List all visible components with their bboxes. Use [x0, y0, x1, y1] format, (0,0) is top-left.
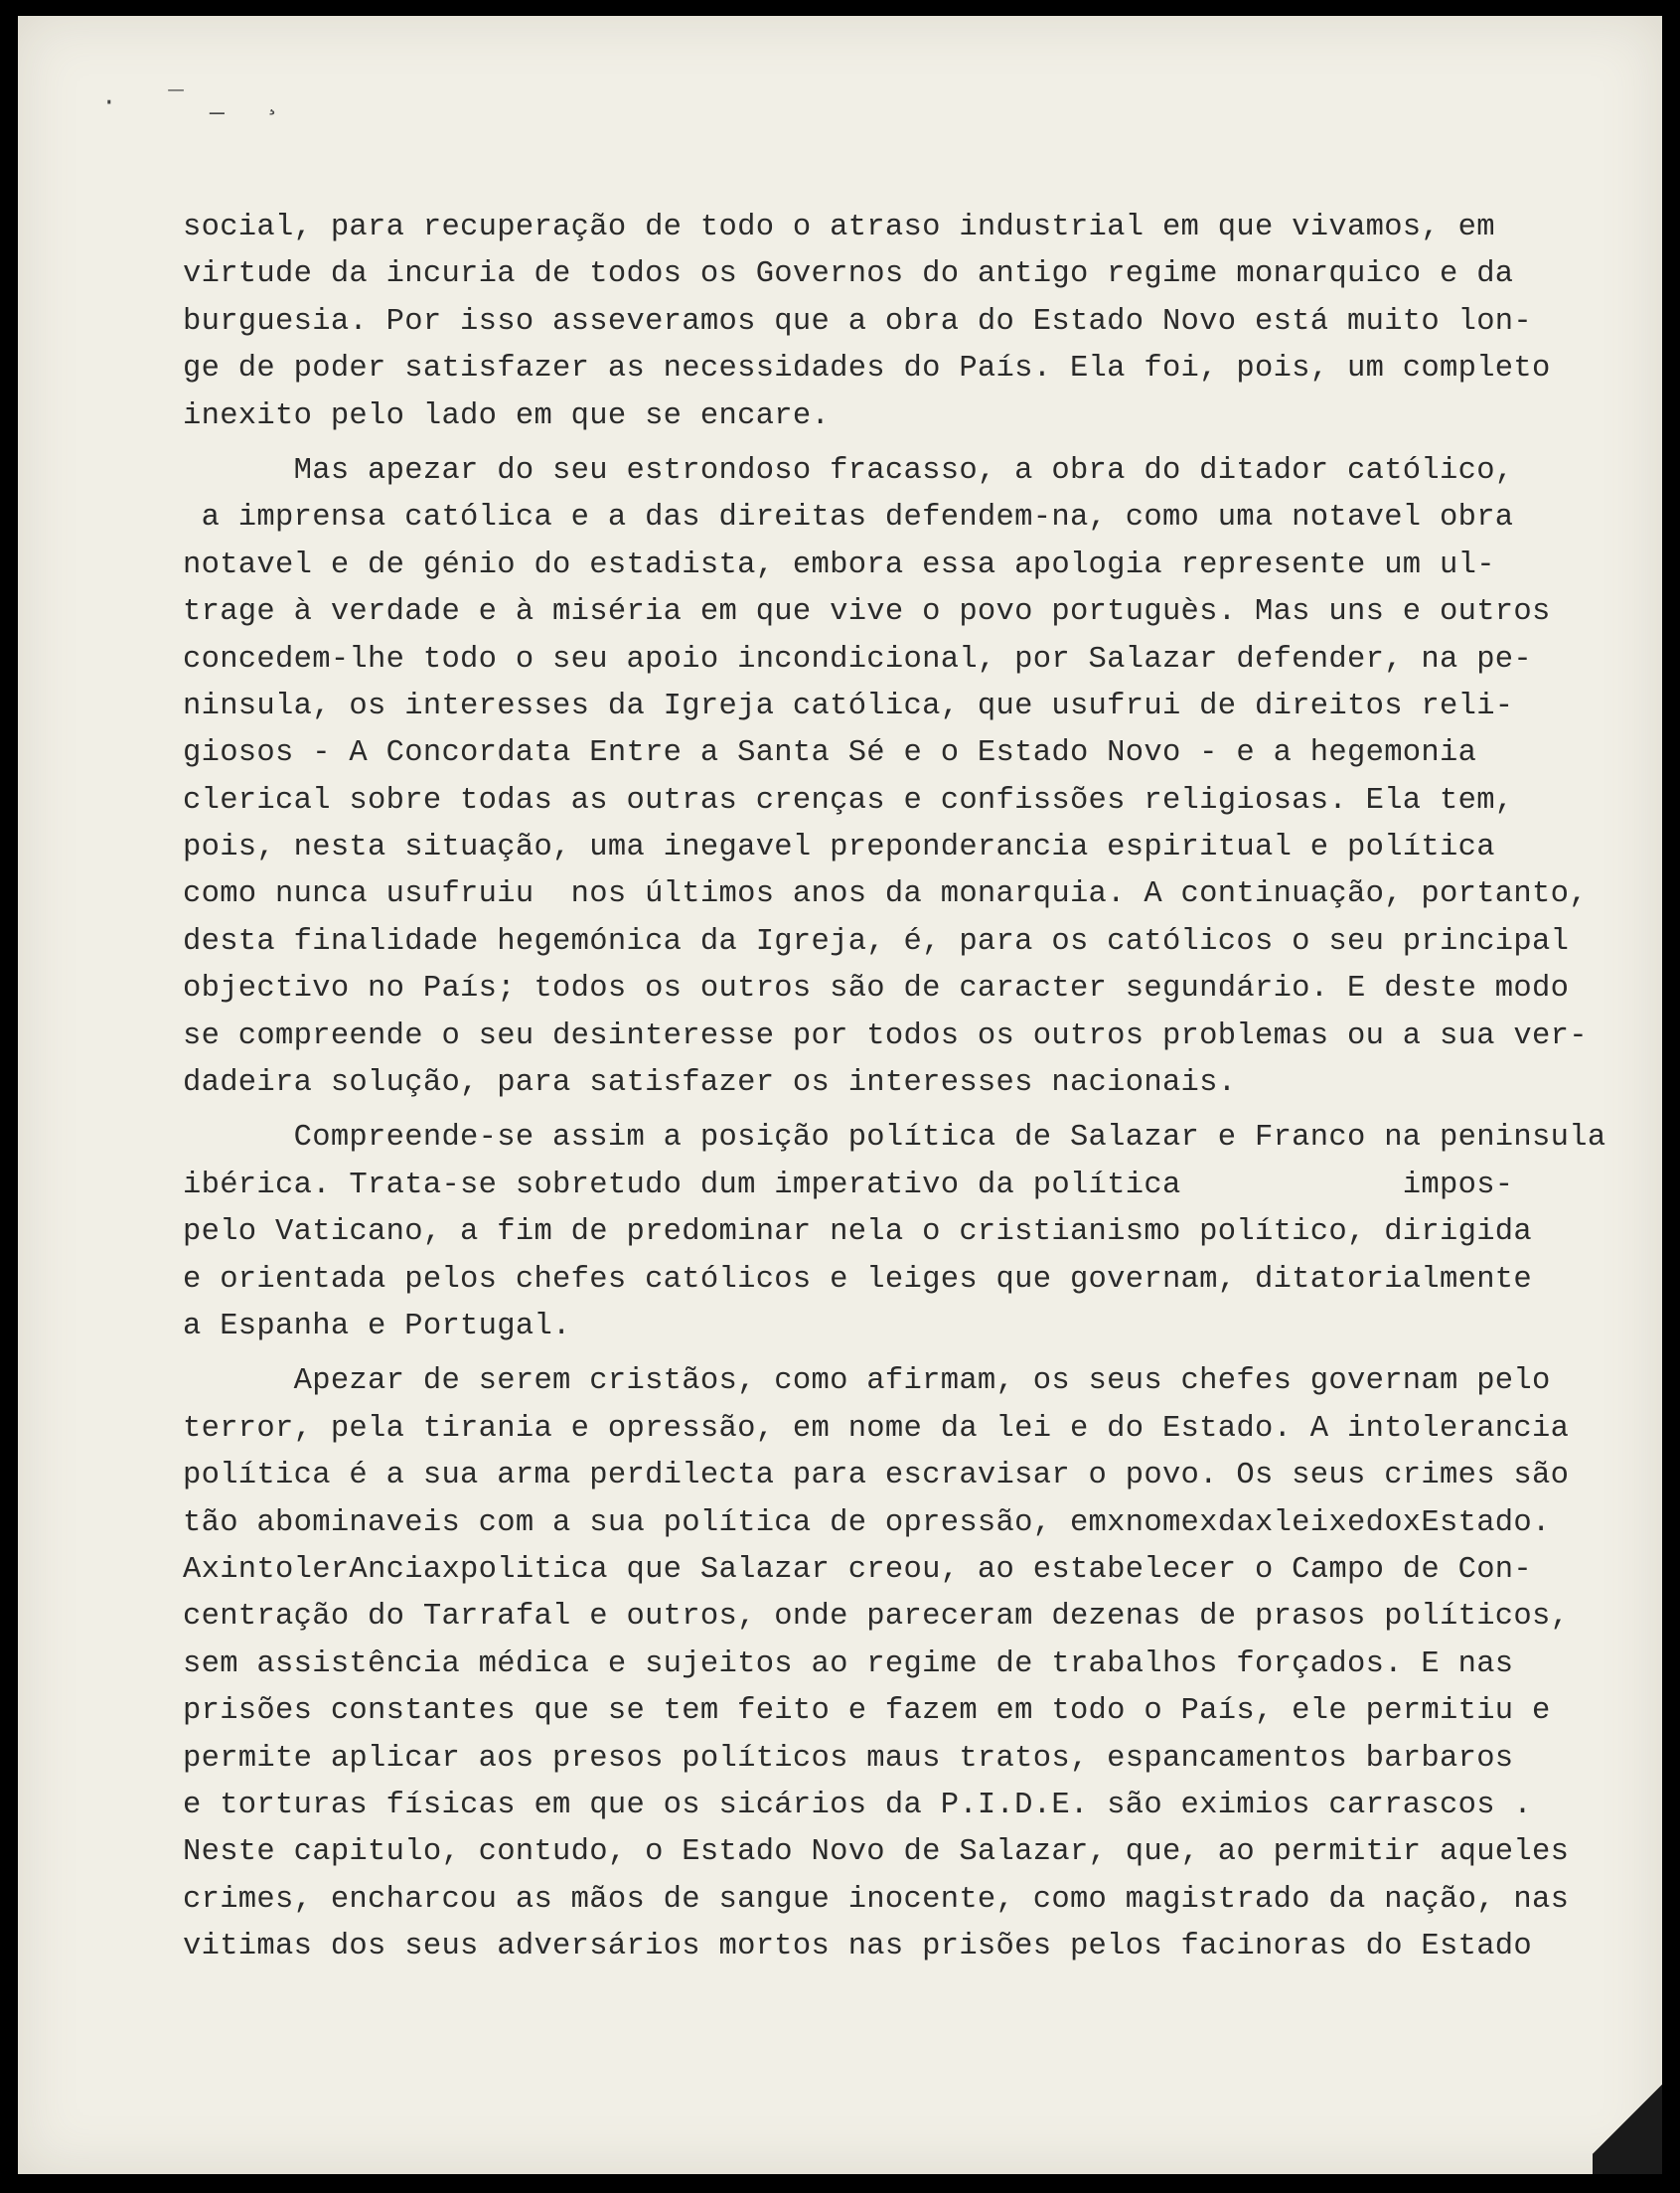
text-line: ibérica. Trata-se sobretudo dum imperativo da política impos- — [183, 1168, 1514, 1202]
text-line: pois, nesta situação, uma inegavel preponderancia espiritual e política — [183, 831, 1495, 865]
text-line: política é a sua arma perdilecta para escravisar o povo. Os seus crimes são — [183, 1459, 1570, 1493]
text-line: Mas apezar do seu estrondoso fracasso, a obra do ditador católico, — [183, 453, 1514, 488]
text-line: ge de poder satisfazer as necessidades do País. Ela foi, pois, um completo — [183, 352, 1551, 387]
text-line: notavel e de génio do estadista, embora essa apologia represente um ul- — [183, 548, 1495, 582]
text-line: terror, pela tirania e opressão, em nome da lei e do Estado. A intolerancia — [183, 1411, 1570, 1446]
text-line: ninsula, os interesses da Igreja católica, que usufrui de direitos reli- — [183, 689, 1514, 723]
text-line: sem assistência médica e sujeitos ao regime de trabalhos forçados. E nas — [183, 1646, 1514, 1681]
text-line: Compreende-se assim a posição política de Salazar e Franco na peninsula — [183, 1121, 1606, 1156]
text-line: desta finalidade hegemónica da Igreja, é, para os católicos o seu principal — [183, 924, 1570, 959]
text-line: giosos - A Concordata Entre a Santa Sé e o Estado Novo - e a hegemonia — [183, 736, 1477, 771]
text-line: virtude da incuria de todos os Governos do antigo regime monarquico e da — [183, 257, 1514, 292]
text-line: centração do Tarrafal e outros, onde pareceram dezenas de prasos políticos, — [183, 1600, 1570, 1635]
page-marks: · ‾ ̲ ¸ — [101, 87, 302, 117]
text-line: tão abominaveis com a sua política de opressão, emxnomexdaxleixedoxEstado. — [183, 1505, 1551, 1540]
text-line: burguesia. Por isso asseveramos que a obra do Estado Novo está muito lon- — [183, 304, 1533, 339]
text-line: pelo Vaticano, a fim de predominar nela o cristianismo político, dirigida — [183, 1215, 1533, 1250]
text-line: vitimas dos seus adversários mortos nas prisões pelos facinoras do Estado — [183, 1930, 1533, 1964]
text-line: clerical sobre todas as outras crenças e confissões religiosas. Ela tem, — [183, 783, 1514, 818]
text-line: permite aplicar aos presos políticos maus tratos, espancamentos barbaros — [183, 1741, 1514, 1776]
text-line: crimes, encharcou as mãos de sangue inocente, como magistrado da nação, nas — [183, 1882, 1570, 1917]
typed-text-body — [183, 205, 1653, 1970]
text-line: Neste capitulo, contudo, o Estado Novo de Salazar, que, ao permitir aqueles — [183, 1835, 1570, 1870]
text-line: AxintolerAnciaxpolitica que Salazar creou, ao estabelecer o Campo de Con- — [183, 1552, 1533, 1587]
text-line: prisões constantes que se tem feito e fazem em todo o País, ele permitiu e — [183, 1694, 1551, 1729]
text-line: inexito pelo lado em que se encare. — [183, 398, 831, 433]
text-line: se compreende o seu desinteresse por todos os outros problemas ou a sua ver- — [183, 1018, 1588, 1053]
text-line: concedem-lhe todo o seu apoio incondicional, por Salazar defender, na pe- — [183, 642, 1533, 677]
text-line: a imprensa católica e a das direitas defendem-na, como uma notavel obra — [183, 501, 1514, 536]
text-line: e orientada pelos chefes católicos e leiges que governam, ditatorialmente — [183, 1262, 1533, 1297]
text-line: dadeira solução, para satisfazer os interesses nacionais. — [183, 1066, 1237, 1101]
page-corner — [1593, 2065, 1662, 2174]
text-line: como nunca usufruiu nos últimos anos da monarquia. A continuação, portanto, — [183, 877, 1588, 912]
text-line: objectivo no País; todos os outros são de caracter segundário. E deste modo — [183, 972, 1570, 1007]
text-line: e torturas físicas em que os sicários da P.I.D.E. são eximios carrascos . — [183, 1788, 1533, 1822]
text-line: a Espanha e Portugal. — [183, 1309, 571, 1343]
text-line: trage à verdade e à miséria em que vive o povo portuguès. Mas uns e outros — [183, 595, 1551, 630]
text-line: Apezar de serem cristãos, como afirmam, os seus chefes governam pelo — [183, 1364, 1551, 1399]
document-page — [18, 16, 1662, 2174]
text-line: social, para recuperação de todo o atraso industrial em que vivamos, em — [183, 211, 1495, 244]
